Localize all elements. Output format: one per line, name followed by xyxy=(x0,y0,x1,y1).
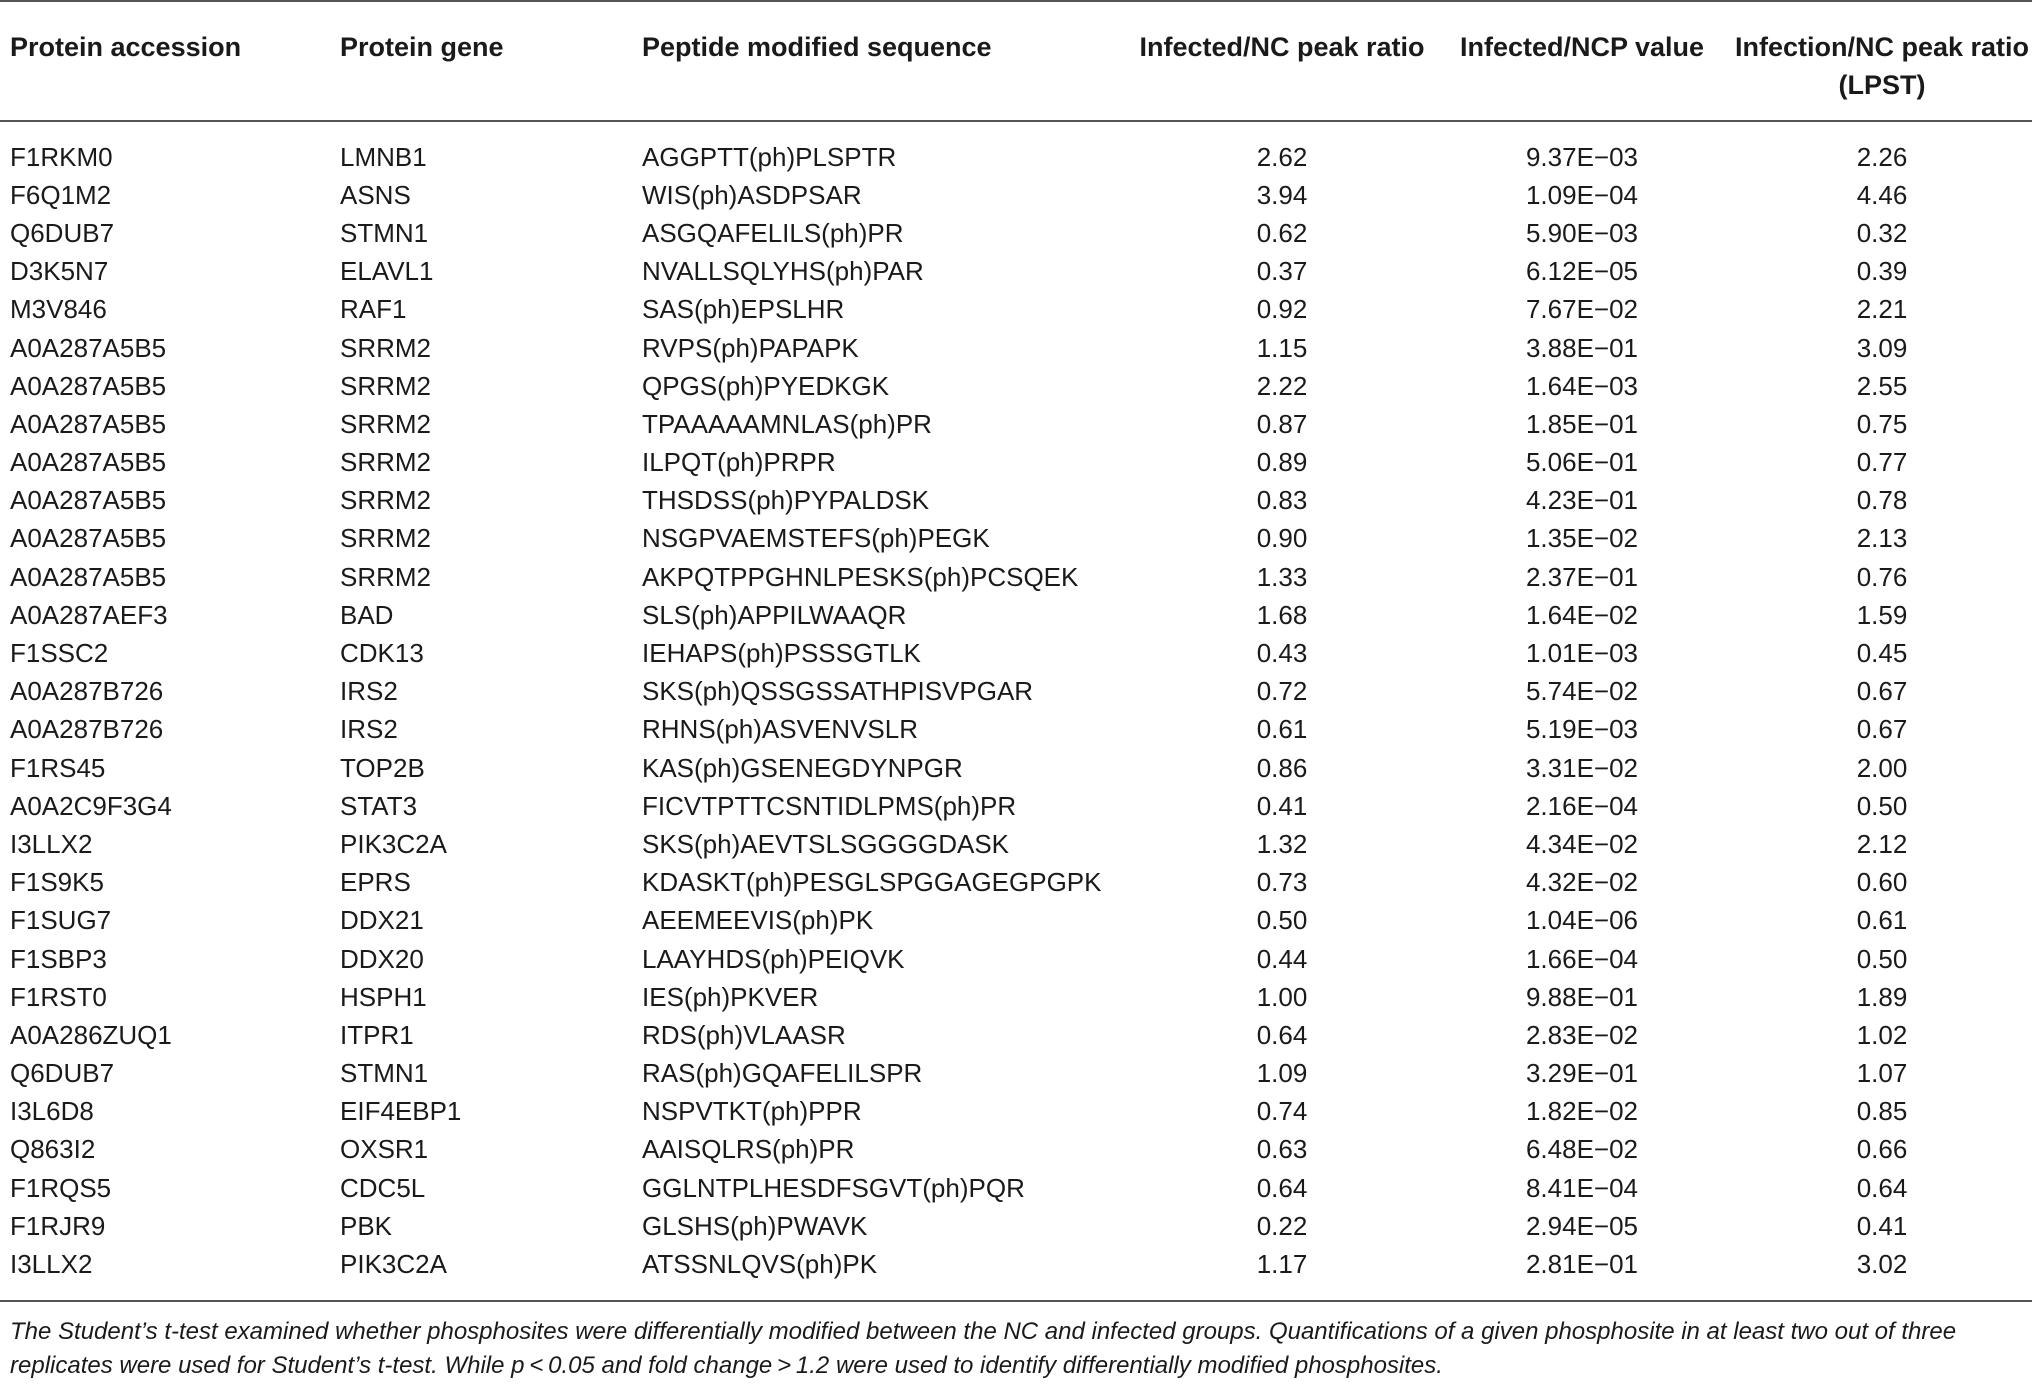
table-row xyxy=(0,596,2032,634)
cell-sequence: THSDSS(ph)PYPALDSK xyxy=(642,485,930,516)
cell-peak-ratio: 0.37 xyxy=(1256,256,1308,287)
cell-p-value: 2.37E−01 xyxy=(1525,561,1639,592)
table-row xyxy=(0,558,2032,596)
cell-gene: SRRM2 xyxy=(340,332,432,363)
cell-accession: F1SBP3 xyxy=(10,943,107,974)
cell-accession: A0A287A5B5 xyxy=(10,523,167,554)
cell-p-value: 6.12E−05 xyxy=(1525,256,1639,287)
cell-peak-ratio-lpst: 0.39 xyxy=(1856,256,1908,287)
cell-gene: RAF1 xyxy=(340,294,407,325)
cell-sequence: TPAAAAAMNLAS(ph)PR xyxy=(642,408,932,439)
cell-peak-ratio: 0.44 xyxy=(1256,943,1308,974)
table-row xyxy=(0,214,2032,252)
cell-peak-ratio-lpst: 0.66 xyxy=(1856,1134,1908,1165)
table-row xyxy=(0,634,2032,672)
cell-sequence: KAS(ph)GSENEGDYNPGR xyxy=(642,752,963,783)
cell-gene: PIK3C2A xyxy=(340,828,447,859)
cell-peak-ratio-lpst: 0.77 xyxy=(1856,447,1908,478)
cell-p-value: 9.88E−01 xyxy=(1525,981,1639,1012)
cell-gene: SRRM2 xyxy=(340,561,432,592)
cell-gene: SRRM2 xyxy=(340,523,432,554)
cell-peak-ratio: 0.50 xyxy=(1256,905,1308,936)
cell-p-value: 1.85E−01 xyxy=(1525,408,1639,439)
header-peak-ratio-lpst: Infection/NC peak ratio (LPST) xyxy=(1734,32,2030,100)
cell-sequence: LAAYHDS(ph)PEIQVK xyxy=(642,943,905,974)
cell-peak-ratio-lpst: 0.45 xyxy=(1856,638,1908,669)
cell-peak-ratio: 0.83 xyxy=(1256,485,1308,516)
cell-sequence: GGLNTPLHESDFSGVT(ph)PQR xyxy=(642,1172,1025,1203)
cell-accession: A0A2C9F3G4 xyxy=(10,790,172,821)
cell-accession: F1RQS5 xyxy=(10,1172,112,1203)
cell-gene: SRRM2 xyxy=(340,408,432,439)
table-row xyxy=(0,405,2032,443)
table-row xyxy=(0,138,2032,176)
cell-peak-ratio-lpst: 3.09 xyxy=(1856,332,1908,363)
cell-accession: A0A287A5B5 xyxy=(10,485,167,516)
table-row xyxy=(0,367,2032,405)
cell-sequence: ILPQT(ph)PRPR xyxy=(642,447,836,478)
cell-sequence: WIS(ph)ASDPSAR xyxy=(642,179,862,210)
cell-accession: I3L6D8 xyxy=(10,1096,94,1127)
cell-peak-ratio-lpst: 2.12 xyxy=(1856,828,1908,859)
cell-peak-ratio: 3.94 xyxy=(1256,179,1308,210)
table-row xyxy=(0,176,2032,214)
cell-p-value: 2.94E−05 xyxy=(1525,1210,1639,1241)
cell-p-value: 1.64E−03 xyxy=(1525,370,1639,401)
table-row xyxy=(0,864,2032,902)
cell-sequence: IEHAPS(ph)PSSSGTLK xyxy=(642,638,921,669)
cell-p-value: 5.90E−03 xyxy=(1525,217,1639,248)
table-row xyxy=(0,1245,2032,1283)
cell-peak-ratio-lpst: 2.13 xyxy=(1856,523,1908,554)
cell-peak-ratio-lpst: 0.50 xyxy=(1856,790,1908,821)
cell-p-value: 4.32E−02 xyxy=(1525,867,1639,898)
cell-peak-ratio-lpst: 0.41 xyxy=(1856,1210,1908,1241)
cell-p-value: 1.66E−04 xyxy=(1525,943,1639,974)
cell-peak-ratio: 0.89 xyxy=(1256,447,1308,478)
cell-accession: F6Q1M2 xyxy=(10,179,112,210)
cell-peak-ratio: 0.41 xyxy=(1256,790,1308,821)
header-protein-gene: Protein gene xyxy=(340,32,504,62)
cell-accession: Q6DUB7 xyxy=(10,217,115,248)
cell-gene: SRRM2 xyxy=(340,447,432,478)
cell-peak-ratio: 1.00 xyxy=(1256,981,1308,1012)
table-row xyxy=(0,444,2032,482)
cell-p-value: 3.88E−01 xyxy=(1525,332,1639,363)
cell-peak-ratio: 1.32 xyxy=(1256,828,1308,859)
cell-peak-ratio: 0.73 xyxy=(1256,867,1308,898)
cell-peak-ratio-lpst: 0.67 xyxy=(1856,714,1908,745)
cell-peak-ratio: 0.62 xyxy=(1256,217,1308,248)
cell-accession: F1SSC2 xyxy=(10,638,109,669)
cell-peak-ratio-lpst: 0.85 xyxy=(1856,1096,1908,1127)
bottom-rule xyxy=(0,1300,2032,1302)
cell-p-value: 2.81E−01 xyxy=(1525,1249,1639,1280)
cell-peak-ratio-lpst: 0.75 xyxy=(1856,408,1908,439)
cell-peak-ratio-lpst: 1.02 xyxy=(1856,1019,1908,1050)
cell-accession: I3LLX2 xyxy=(10,828,93,859)
cell-p-value: 5.74E−02 xyxy=(1525,676,1639,707)
cell-peak-ratio: 0.43 xyxy=(1256,638,1308,669)
cell-peak-ratio-lpst: 2.21 xyxy=(1856,294,1908,325)
cell-peak-ratio-lpst: 4.46 xyxy=(1856,179,1908,210)
cell-sequence: NSGPVAEMSTEFS(ph)PEGK xyxy=(642,523,990,554)
header-peptide-sequence: Peptide modified sequence xyxy=(642,32,992,62)
cell-accession: A0A287B726 xyxy=(10,676,164,707)
header-protein-accession: Protein accession xyxy=(10,32,242,62)
spacer-row xyxy=(0,121,2032,138)
cell-p-value: 5.06E−01 xyxy=(1525,447,1639,478)
table-row xyxy=(0,1055,2032,1093)
cell-p-value: 5.19E−03 xyxy=(1525,714,1639,745)
cell-peak-ratio-lpst: 0.60 xyxy=(1856,867,1908,898)
cell-p-value: 6.48E−02 xyxy=(1525,1134,1639,1165)
cell-peak-ratio-lpst: 0.67 xyxy=(1856,676,1908,707)
cell-sequence: RDS(ph)VLAASR xyxy=(642,1019,846,1050)
cell-gene: TOP2B xyxy=(340,752,425,783)
cell-accession: F1SUG7 xyxy=(10,905,112,936)
cell-accession: F1RKM0 xyxy=(10,141,113,172)
table-row xyxy=(0,711,2032,749)
table-row xyxy=(0,1131,2032,1169)
cell-peak-ratio-lpst: 0.32 xyxy=(1856,217,1908,248)
cell-sequence: RHNS(ph)ASVENVSLR xyxy=(642,714,918,745)
cell-accession: Q863I2 xyxy=(10,1134,96,1165)
cell-peak-ratio-lpst: 1.89 xyxy=(1856,981,1908,1012)
cell-sequence: AAISQLRS(ph)PR xyxy=(642,1134,855,1165)
cell-gene: DDX21 xyxy=(340,905,424,936)
cell-peak-ratio: 1.33 xyxy=(1256,561,1308,592)
cell-peak-ratio: 2.22 xyxy=(1256,370,1308,401)
table-footnote: The Student’s t-test examined whether phosphosites were differentially modified between the NC and infected groups. Quantifications of a given phosphosite in at least two out of three replicates were used for Student’s t-test. While p < 0.05 and fold change > 1.2 were used to identify differentially modified phosphosites. xyxy=(10,1318,1957,1379)
table-row xyxy=(0,520,2032,558)
cell-gene: SRRM2 xyxy=(340,485,432,516)
table-row xyxy=(0,825,2032,863)
cell-peak-ratio: 1.68 xyxy=(1256,599,1308,630)
cell-sequence: SLS(ph)APPILWAAQR xyxy=(642,599,907,630)
cell-peak-ratio-lpst: 0.50 xyxy=(1856,943,1908,974)
cell-peak-ratio-lpst: 1.59 xyxy=(1856,599,1908,630)
cell-peak-ratio-lpst: 2.55 xyxy=(1856,370,1908,401)
cell-gene: ASNS xyxy=(340,179,411,210)
cell-peak-ratio: 1.09 xyxy=(1256,1058,1308,1089)
cell-accession: A0A287A5B5 xyxy=(10,561,167,592)
cell-sequence: FICVTPTTCSNTIDLPMS(ph)PR xyxy=(642,790,1017,821)
cell-gene: HSPH1 xyxy=(340,981,427,1012)
cell-gene: PBK xyxy=(340,1210,393,1241)
cell-sequence: ASGQAFELILS(ph)PR xyxy=(642,217,904,248)
cell-p-value: 3.29E−01 xyxy=(1525,1058,1639,1089)
cell-sequence: ATSSNLQVS(ph)PK xyxy=(642,1249,878,1280)
cell-peak-ratio-lpst: 0.61 xyxy=(1856,905,1908,936)
cell-accession: I3LLX2 xyxy=(10,1249,93,1280)
cell-peak-ratio: 0.64 xyxy=(1256,1172,1308,1203)
cell-p-value: 1.35E−02 xyxy=(1525,523,1639,554)
table-row xyxy=(0,329,2032,367)
cell-sequence: IES(ph)PKVER xyxy=(642,981,819,1012)
cell-accession: D3K5N7 xyxy=(10,256,109,287)
cell-gene: SRRM2 xyxy=(340,370,432,401)
cell-accession: A0A287AEF3 xyxy=(10,599,168,630)
cell-accession: F1RS45 xyxy=(10,752,106,783)
cell-sequence: RAS(ph)GQAFELILSPR xyxy=(642,1058,923,1089)
cell-peak-ratio-lpst: 3.02 xyxy=(1856,1249,1908,1280)
cell-peak-ratio-lpst: 1.07 xyxy=(1856,1058,1908,1089)
cell-sequence: SKS(ph)QSSGSSATHPISVPGAR xyxy=(642,676,1034,707)
cell-gene: PIK3C2A xyxy=(340,1249,447,1280)
cell-accession: F1RST0 xyxy=(10,981,107,1012)
table-row xyxy=(0,673,2032,711)
cell-gene: EIF4EBP1 xyxy=(340,1096,462,1127)
cell-p-value: 1.64E−02 xyxy=(1525,599,1639,630)
cell-accession: A0A287B726 xyxy=(10,714,164,745)
table-row xyxy=(0,253,2032,291)
cell-sequence: AEEMEEVIS(ph)PK xyxy=(642,905,874,936)
cell-accession: A0A287A5B5 xyxy=(10,447,167,478)
cell-p-value: 3.31E−02 xyxy=(1525,752,1639,783)
cell-accession: A0A287A5B5 xyxy=(10,408,167,439)
cell-gene: EPRS xyxy=(340,867,411,898)
cell-p-value: 4.34E−02 xyxy=(1525,828,1639,859)
table-row xyxy=(0,291,2032,329)
table-row xyxy=(0,1093,2032,1131)
cell-accession: F1RJR9 xyxy=(10,1210,106,1241)
cell-peak-ratio-lpst: 0.78 xyxy=(1856,485,1908,516)
cell-peak-ratio: 0.87 xyxy=(1256,408,1308,439)
table-row xyxy=(0,749,2032,787)
cell-sequence: GLSHS(ph)PWAVK xyxy=(642,1210,868,1241)
cell-gene: LMNB1 xyxy=(340,141,427,172)
cell-gene: STAT3 xyxy=(340,790,418,821)
cell-gene: BAD xyxy=(340,599,394,630)
cell-sequence: AKPQTPPGHNLPESKS(ph)PCSQEK xyxy=(642,561,1079,592)
header-peak-ratio: Infected/NC peak ratio xyxy=(1139,32,1425,62)
cell-sequence: RVPS(ph)PAPAPK xyxy=(642,332,859,363)
cell-peak-ratio: 0.61 xyxy=(1256,714,1308,745)
cell-accession: Q6DUB7 xyxy=(10,1058,115,1089)
cell-gene: CDC5L xyxy=(340,1172,426,1203)
cell-peak-ratio: 0.74 xyxy=(1256,1096,1308,1127)
cell-sequence: QPGS(ph)PYEDKGK xyxy=(642,370,890,401)
cell-gene: ITPR1 xyxy=(340,1019,414,1050)
cell-peak-ratio-lpst: 0.76 xyxy=(1856,561,1908,592)
cell-p-value: 7.67E−02 xyxy=(1525,294,1639,325)
cell-p-value: 1.04E−06 xyxy=(1525,905,1639,936)
cell-p-value: 8.41E−04 xyxy=(1525,1172,1639,1203)
cell-gene: IRS2 xyxy=(340,676,398,707)
table-body xyxy=(0,121,2032,1284)
table-row xyxy=(0,787,2032,825)
cell-gene: IRS2 xyxy=(340,714,398,745)
cell-sequence: KDASKT(ph)PESGLSPGGAGEGPGPK xyxy=(642,867,1102,898)
cell-sequence: SAS(ph)EPSLHR xyxy=(642,294,845,325)
cell-gene: CDK13 xyxy=(340,638,424,669)
header-row xyxy=(0,1,2032,121)
cell-peak-ratio: 0.64 xyxy=(1256,1019,1308,1050)
cell-accession: M3V846 xyxy=(10,294,107,325)
cell-gene: ELAVL1 xyxy=(340,256,434,287)
cell-gene: STMN1 xyxy=(340,217,429,248)
cell-sequence: SKS(ph)AEVTSLSGGGGDASK xyxy=(642,828,1010,859)
cell-p-value: 4.23E−01 xyxy=(1525,485,1639,516)
cell-sequence: NVALLSQLYHS(ph)PAR xyxy=(642,256,924,287)
cell-peak-ratio-lpst: 2.00 xyxy=(1856,752,1908,783)
cell-p-value: 2.83E−02 xyxy=(1525,1019,1639,1050)
cell-peak-ratio: 1.17 xyxy=(1256,1249,1308,1280)
table-row xyxy=(0,978,2032,1016)
table-row xyxy=(0,482,2032,520)
table-row xyxy=(0,1016,2032,1054)
cell-peak-ratio: 0.72 xyxy=(1256,676,1308,707)
header-p-value: Infected/NCP value xyxy=(1459,32,1705,62)
cell-gene: OXSR1 xyxy=(340,1134,429,1165)
table-row xyxy=(0,940,2032,978)
table-row xyxy=(0,1169,2032,1207)
cell-gene: DDX20 xyxy=(340,943,424,974)
cell-accession: A0A287A5B5 xyxy=(10,332,167,363)
cell-peak-ratio: 0.90 xyxy=(1256,523,1308,554)
cell-p-value: 1.01E−03 xyxy=(1525,638,1639,669)
cell-accession: A0A287A5B5 xyxy=(10,370,167,401)
cell-gene: STMN1 xyxy=(340,1058,429,1089)
cell-p-value: 9.37E−03 xyxy=(1525,141,1639,172)
cell-peak-ratio-lpst: 2.26 xyxy=(1856,141,1908,172)
cell-p-value: 2.16E−04 xyxy=(1525,790,1639,821)
table-row xyxy=(0,902,2032,940)
cell-accession: F1S9K5 xyxy=(10,867,104,898)
cell-sequence: NSPVTKT(ph)PPR xyxy=(642,1096,862,1127)
cell-accession: A0A286ZUQ1 xyxy=(10,1019,172,1050)
cell-peak-ratio: 0.86 xyxy=(1256,752,1308,783)
cell-peak-ratio: 2.62 xyxy=(1256,141,1308,172)
cell-p-value: 1.82E−02 xyxy=(1525,1096,1639,1127)
cell-peak-ratio: 0.63 xyxy=(1256,1134,1308,1165)
cell-peak-ratio: 0.22 xyxy=(1256,1210,1308,1241)
cell-sequence: AGGPTT(ph)PLSPTR xyxy=(642,141,897,172)
cell-peak-ratio: 0.92 xyxy=(1256,294,1308,325)
cell-peak-ratio: 1.15 xyxy=(1256,332,1308,363)
cell-peak-ratio-lpst: 0.64 xyxy=(1856,1172,1908,1203)
table-row xyxy=(0,1207,2032,1245)
cell-p-value: 1.09E−04 xyxy=(1525,179,1639,210)
